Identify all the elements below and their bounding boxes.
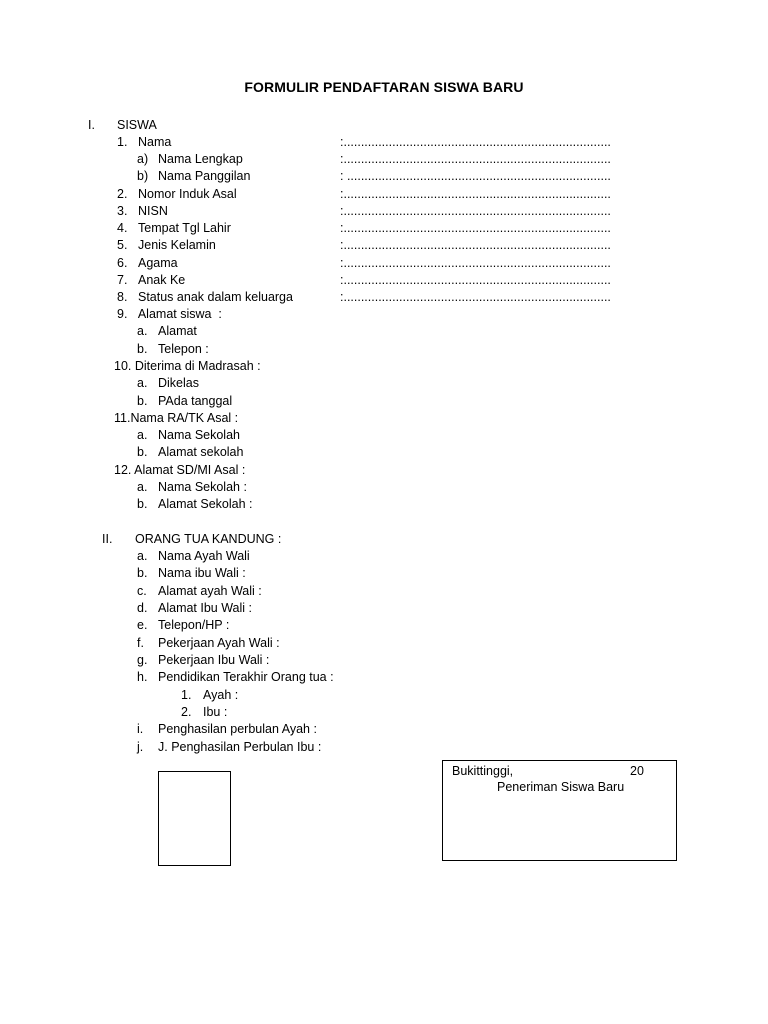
field-number: 8. <box>117 290 128 304</box>
field-label: Status anak dalam keluarga <box>138 290 293 304</box>
field-number: 1. <box>117 135 128 149</box>
parent-field-label: Telepon/HP : <box>158 618 230 632</box>
form-title: FORMULIR PENDAFTARAN SISWA BARU <box>244 79 524 95</box>
alamat-siswa-heading: 9. Alamat siswa : <box>117 307 222 321</box>
parent-field-label: Pekerjaan Ibu Wali : <box>158 653 270 667</box>
field-label: Nama Panggilan <box>158 169 251 183</box>
telepon-label: Telepon : <box>158 342 209 356</box>
ibu-education-label: Ibu : <box>203 705 228 719</box>
signature-role: Peneriman Siswa Baru <box>497 780 625 794</box>
fill-line: :............................................................................. <box>340 152 611 166</box>
field-number: 2. <box>117 187 128 201</box>
item-number: a. <box>137 549 148 563</box>
field-label: Nomor Induk Asal <box>138 187 237 201</box>
fill-line: :............................................................................. <box>340 273 611 287</box>
field-number: 4. <box>117 221 128 235</box>
field-number: 7. <box>117 273 128 287</box>
alamat-label: Alamat <box>158 324 197 338</box>
item-number: j. <box>137 740 144 754</box>
fill-line: :............................................................................. <box>340 238 611 252</box>
ra-alamat-sekolah-label: Alamat sekolah <box>158 445 244 459</box>
fill-line: :............................................................................. <box>340 204 611 218</box>
fill-line: :............................................................................. <box>340 256 611 270</box>
parent-field-label: Pendidikan Terakhir Orang tua : <box>158 670 334 684</box>
field-label: NISN <box>138 204 168 218</box>
fill-line: :............................................................................. <box>340 290 611 304</box>
field-label: Anak Ke <box>138 273 186 287</box>
section-2-heading: ORANG TUA KANDUNG : <box>135 532 282 546</box>
item-number: i. <box>137 722 144 736</box>
item-number: a. <box>137 428 148 442</box>
field-label: Nama <box>138 135 172 149</box>
ra-tk-heading: 11.Nama RA/TK Asal : <box>114 411 239 425</box>
parent-field-label: Pekerjaan Ayah Wali : <box>158 636 280 650</box>
field-label: Jenis Kelamin <box>138 238 216 252</box>
signature-box <box>442 760 677 861</box>
item-number: h. <box>137 670 148 684</box>
item-number: b. <box>137 342 148 356</box>
parent-field-label: Alamat Ibu Wali : <box>158 601 253 615</box>
field-label: Tempat Tgl Lahir <box>138 221 231 235</box>
sd-mi-heading: 12. Alamat SD/MI Asal : <box>114 463 246 477</box>
sub-item-number: 1. <box>181 688 192 702</box>
signature-year: 20 <box>630 764 644 778</box>
item-number: d. <box>137 601 148 615</box>
item-number: f. <box>137 636 144 650</box>
field-number: 5. <box>117 238 128 252</box>
penghasilan-ibu-label: J. Penghasilan Perbulan Ibu : <box>158 740 322 754</box>
item-number: a. <box>137 376 148 390</box>
parent-field-label: Nama ibu Wali : <box>158 566 246 580</box>
section-1-heading: SISWA <box>117 118 157 132</box>
parent-field-label: Alamat ayah Wali : <box>158 584 262 598</box>
field-number: b) <box>137 169 149 183</box>
section-2-roman: II. <box>102 532 113 546</box>
sub-item-number: 2. <box>181 705 192 719</box>
field-label: Nama Lengkap <box>158 152 243 166</box>
item-number: b. <box>137 566 148 580</box>
signature-city: Bukittinggi, <box>452 764 514 778</box>
parent-field-label: Nama Ayah Wali <box>158 549 250 563</box>
item-number: b. <box>137 445 148 459</box>
fill-line: :............................................................................. <box>340 135 611 149</box>
pada-tanggal-label: PAda tanggal <box>158 394 233 408</box>
item-number: a. <box>137 324 148 338</box>
section-1-roman: I. <box>88 118 95 132</box>
diterima-heading: 10. Diterima di Madrasah : <box>114 359 261 373</box>
field-number: 3. <box>117 204 128 218</box>
photo-placeholder-box <box>158 771 231 866</box>
item-number: b. <box>137 497 148 511</box>
item-number: c. <box>137 584 147 598</box>
fill-line: :............................................................................. <box>340 221 611 235</box>
sd-nama-sekolah-label: Nama Sekolah : <box>158 480 247 494</box>
fill-line: : ............................................................................ <box>340 169 611 183</box>
field-label: Agama <box>138 256 178 270</box>
field-number: a) <box>137 152 149 166</box>
penghasilan-ayah-label: Penghasilan perbulan Ayah : <box>158 722 317 736</box>
item-number: b. <box>137 394 148 408</box>
item-number: e. <box>137 618 148 632</box>
ra-nama-sekolah-label: Nama Sekolah <box>158 428 240 442</box>
fill-line: :............................................................................. <box>340 187 611 201</box>
sd-alamat-sekolah-label: Alamat Sekolah : <box>158 497 253 511</box>
ayah-education-label: Ayah : <box>203 688 239 702</box>
item-number: g. <box>137 653 148 667</box>
item-number: a. <box>137 480 148 494</box>
dikelas-label: Dikelas <box>158 376 199 390</box>
field-number: 6. <box>117 256 128 270</box>
